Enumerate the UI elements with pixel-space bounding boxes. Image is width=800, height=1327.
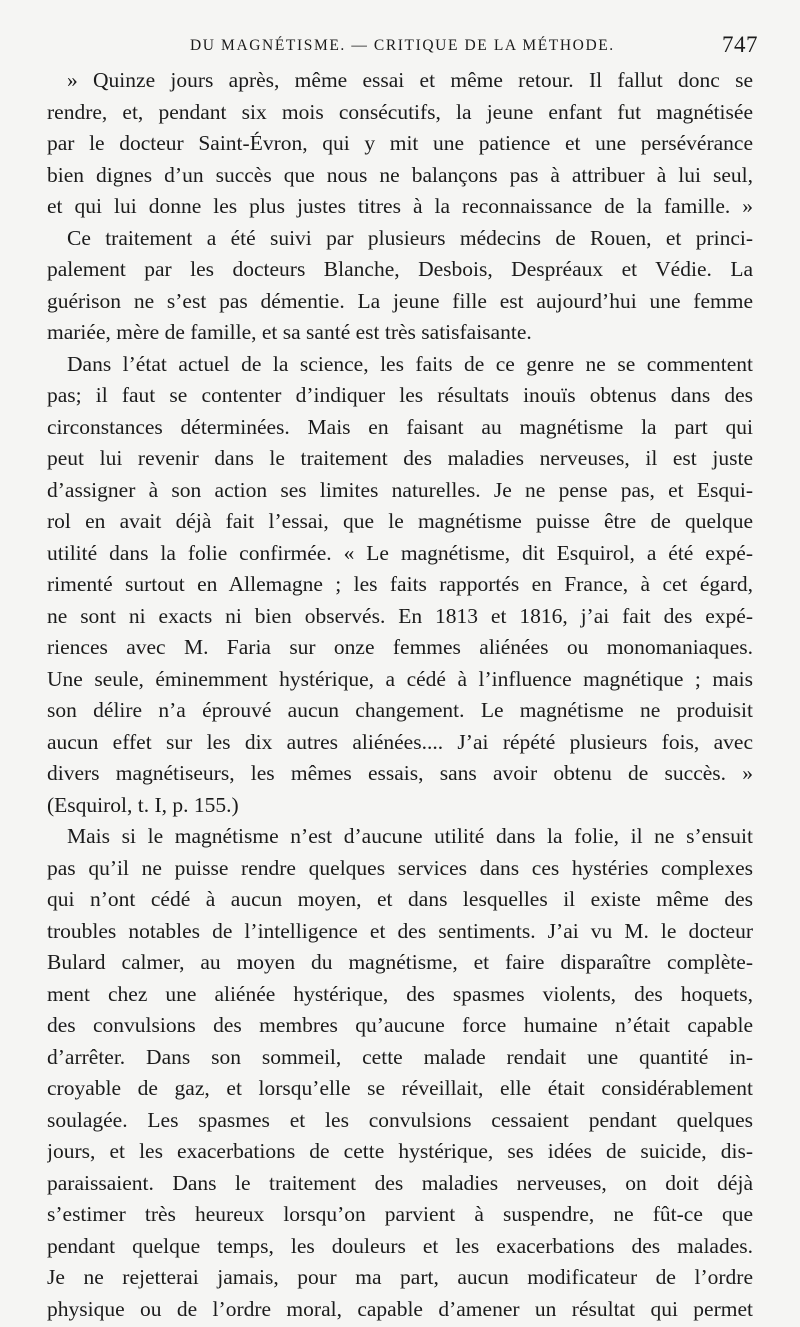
text-line: croyable de gaz, et lorsqu’elle se réveillait, elle était considérablement	[47, 1076, 753, 1100]
text-line: pendant quelque temps, les douleurs et les exacerbations des malades.	[47, 1233, 753, 1258]
text-line: Une seule, éminemment hystérique, a cédé à l’influence magnétique ; mais	[47, 666, 753, 691]
text-line: pas; il faut se contenter d’indiquer les résultats inouïs obtenus dans des	[47, 383, 753, 407]
text-line: divers magnétiseurs, les mêmes essais, sans avoir obtenu de succès. »	[47, 761, 753, 785]
text-line: par le docteur Saint-Évron, qui y mit une patience et une persévérance	[47, 131, 753, 155]
text-line: s’estimer très heureux lorsqu’on parvient à suspendre, ne fût-ce que	[47, 1202, 753, 1226]
text-line: son délire n’a éprouvé aucun changement. Le magnétisme ne produisit	[47, 698, 753, 722]
text-line: des convulsions des membres qu’aucune force humaine n’était capable	[47, 1013, 753, 1037]
text-line: palement par les docteurs Blanche, Desbois, Despréaux et Védie. La	[47, 257, 753, 281]
text-line: guérison ne s’est pas démentie. La jeune fille est aujourd’hui une femme	[47, 288, 753, 313]
text-line: rendre, et, pendant six mois consécutifs, la jeune enfant fut magnétisée	[47, 99, 753, 124]
text-line: mariée, mère de famille, et sa santé est très satisfaisante.	[47, 320, 532, 344]
text-line: troubles notables de l’intelligence et des sentiments. J’ai vu M. le docteur	[47, 918, 753, 943]
text-line: Je ne rejetterai jamais, pour ma part, aucun modificateur de l’ordre	[47, 1265, 753, 1289]
text-line: rimenté surtout en Allemagne ; les faits rapportés en France, à cet égard,	[47, 572, 753, 596]
text-line: peut lui revenir dans le traitement des maladies nerveuses, il est juste	[47, 446, 753, 470]
text-line: d’assigner à son action ses limites naturelles. Je ne pense pas, et Esqui-	[47, 477, 753, 502]
text-line: Dans l’état actuel de la science, les faits de ce genre ne se commentent	[67, 351, 753, 376]
text-line: bien dignes d’un succès que nous ne balançons pas à attribuer à lui seul,	[47, 162, 753, 187]
text-line: ment chez une aliénée hystérique, des spasmes violents, des hoquets,	[47, 981, 753, 1006]
text-line: d’arrêter. Dans son sommeil, cette malade rendait une quantité in-	[47, 1044, 753, 1069]
text-line: paraissaient. Dans le traitement des maladies nerveuses, on doit déjà	[47, 1170, 753, 1195]
text-line: circonstances déterminées. Mais en faisant au magnétisme la part qui	[47, 414, 753, 439]
text-line: physique ou de l’ordre moral, capable d’amener un résultat qui permet	[47, 1296, 753, 1321]
page-number: 747	[722, 32, 758, 57]
text-line: Ce traitement a été suivi par plusieurs médecins de Rouen, et princi-	[67, 225, 753, 250]
text-line: utilité dans la folie confirmée. « Le magnétisme, dit Esquirol, a été expé-	[47, 540, 753, 565]
text-line: soulagée. Les spasmes et les convulsions cessaient pendant quelques	[47, 1107, 753, 1132]
text-line: jours, et les exacerbations de cette hystérique, ses idées de suicide, dis-	[47, 1139, 753, 1163]
text-line: ne sont ni exacts ni bien observés. En 1813 et 1816, j’ai fait des expé-	[47, 603, 753, 628]
page-header	[0, 30, 800, 60]
text-line: et qui lui donne les plus justes titres à la reconnaissance de la famille. »	[47, 194, 753, 218]
body-text	[47, 65, 753, 1325]
text-line: qui n’ont cédé à aucun moyen, et dans lesquelles il existe même des	[47, 887, 753, 911]
running-head: DU MAGNÉTISME. — CRITIQUE DE LA MÉTHODE.	[190, 37, 615, 54]
text-line: » Quinze jours après, même essai et même retour. Il fallut donc se	[67, 68, 753, 92]
text-line: Bulard calmer, au moyen du magnétisme, et faire disparaître complète-	[47, 950, 753, 974]
text-line: pas qu’il ne puisse rendre quelques services dans ces hystéries complexes	[47, 855, 753, 880]
text-line: rol en avait déjà fait l’essai, que le magnétisme puisse être de quelque	[47, 509, 753, 533]
text-line: (Esquirol, t. I, p. 155.)	[47, 792, 239, 817]
text-line: riences avec M. Faria sur onze femmes aliénées ou monomaniaques.	[47, 635, 753, 659]
text-line: aucun effet sur les dix autres aliénées.... J’ai répété plusieurs fois, avec	[47, 729, 753, 754]
text-line: Mais si le magnétisme n’est d’aucune utilité dans la folie, il ne s’ensuit	[67, 824, 753, 848]
